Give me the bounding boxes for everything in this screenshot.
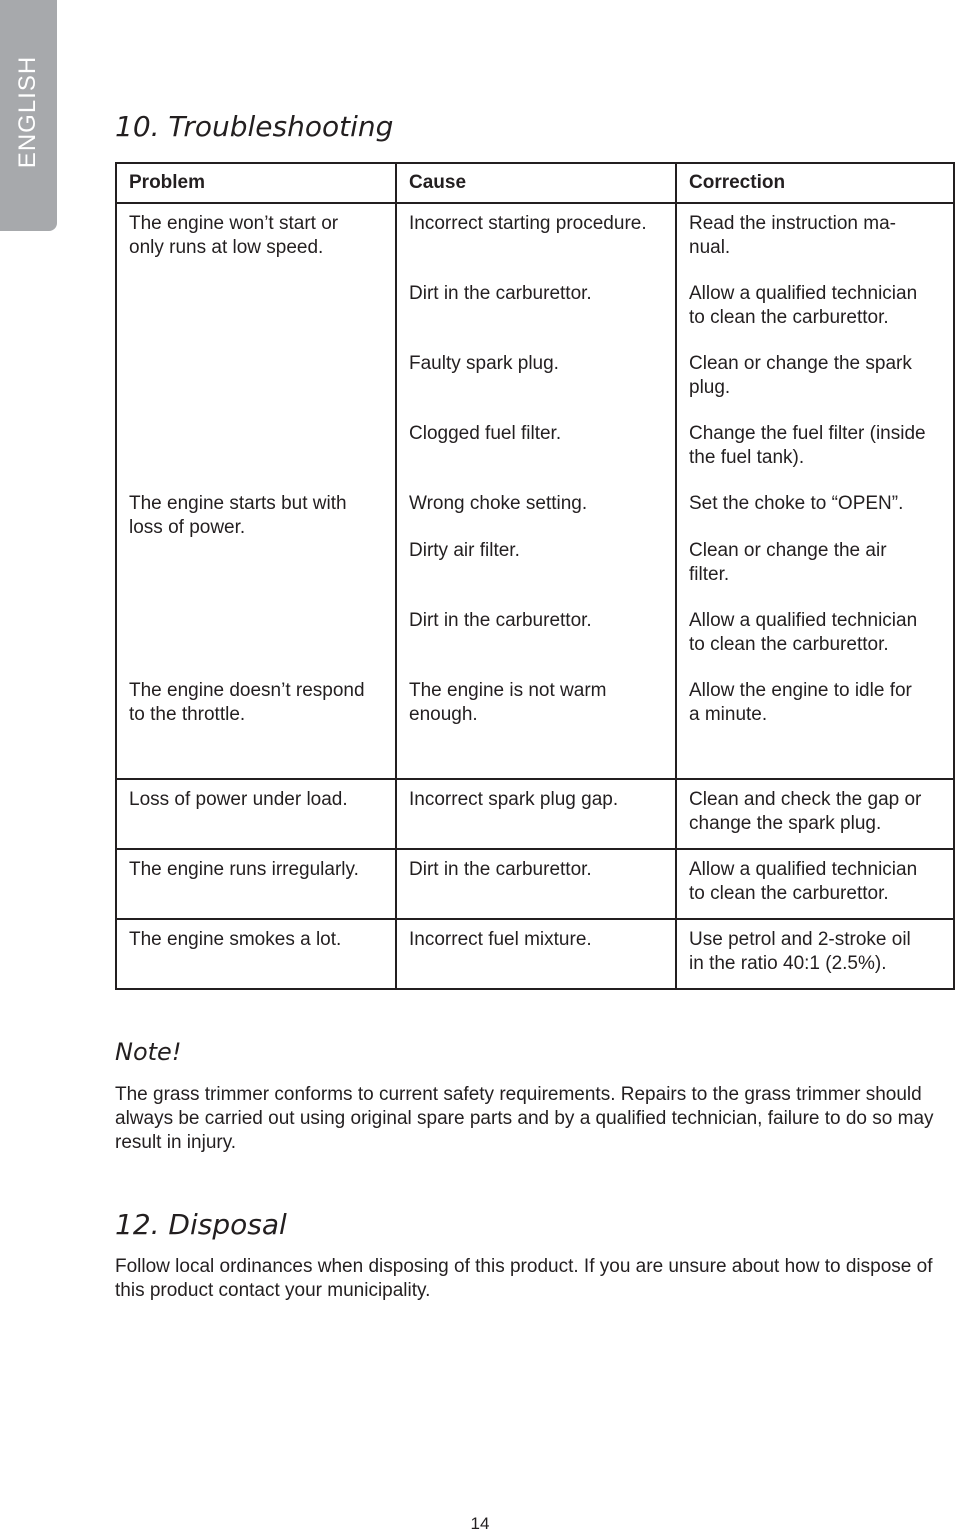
problem-cell: The engine smokes a lot. bbox=[129, 929, 342, 950]
cause-cell: Incorrect fuel mixture. bbox=[409, 929, 592, 950]
correction-cell: Use petrol and 2-stroke oil in the ratio 40:1 (2.5%). bbox=[689, 929, 911, 974]
cause-cell: Clogged fuel filter. bbox=[409, 423, 562, 444]
cause-cell: Dirt in the carburettor. bbox=[409, 610, 592, 631]
problem-cell: The engine won’t start or only runs at low speed. bbox=[129, 213, 339, 258]
correction-cell: Change the fuel filter (inside the fuel tank). bbox=[689, 423, 926, 468]
correction-cell: Allow a qualified technician to clean the carburettor. bbox=[689, 610, 918, 655]
language-tab-label: ENGLISH bbox=[14, 55, 41, 169]
row-divider bbox=[117, 918, 953, 920]
row-divider bbox=[117, 778, 953, 780]
header-correction: Correction bbox=[689, 172, 786, 193]
disposal-text: Follow local ordinances when disposing of this product. If you are unsure about how to dispose of this product contact your municipality. bbox=[115, 1256, 933, 1301]
cause-cell: Dirt in the carburettor. bbox=[409, 283, 592, 304]
problem-cell: Loss of power under load. bbox=[129, 789, 348, 810]
troubleshooting-title: 10. Troubleshooting bbox=[115, 110, 394, 143]
header-divider bbox=[117, 202, 953, 204]
page-number: 14 bbox=[470, 1514, 490, 1533]
cause-cell: Dirty air filter. bbox=[409, 540, 520, 561]
cause-cell: Incorrect spark plug gap. bbox=[409, 789, 619, 810]
header-problem: Problem bbox=[129, 172, 206, 193]
correction-cell: Clean or change the air filter. bbox=[689, 540, 887, 585]
cause-cell: Wrong choke setting. bbox=[409, 493, 588, 514]
correction-cell: Allow a qualified technician to clean the carburettor. bbox=[689, 859, 918, 904]
cause-cell: Dirt in the carburettor. bbox=[409, 859, 592, 880]
row-divider bbox=[117, 848, 953, 850]
cause-cell: The engine is not warm enough. bbox=[409, 680, 607, 725]
header-cause: Cause bbox=[409, 172, 467, 193]
note-title: Note! bbox=[115, 1038, 182, 1066]
problem-cell: The engine starts but with loss of power. bbox=[129, 493, 347, 538]
troubleshooting-table bbox=[115, 162, 955, 990]
correction-cell: Allow a qualified technician to clean the carburettor. bbox=[689, 283, 918, 328]
language-tab bbox=[0, 0, 57, 231]
correction-cell: Read the instruction ma- nual. bbox=[689, 213, 896, 258]
cause-cell: Faulty spark plug. bbox=[409, 353, 559, 374]
correction-cell: Clean or change the spark plug. bbox=[689, 353, 912, 398]
cause-cell: Incorrect starting procedure. bbox=[409, 213, 647, 234]
note-text: The grass trimmer conforms to current safety requirements. Repairs to the grass trimmer should always be carried out using original spare parts and by a qualified technician, failure to do so may result in injury. bbox=[115, 1084, 934, 1153]
correction-cell: Set the choke to “OPEN”. bbox=[689, 493, 904, 514]
correction-cell: Clean and check the gap or change the spark plug. bbox=[689, 789, 922, 834]
disposal-title: 12. Disposal bbox=[115, 1208, 287, 1241]
problem-cell: The engine runs irregularly. bbox=[129, 859, 359, 880]
correction-cell: Allow the engine to idle for a minute. bbox=[689, 680, 912, 725]
problem-cell: The engine doesn’t respond to the throttle. bbox=[129, 680, 365, 725]
